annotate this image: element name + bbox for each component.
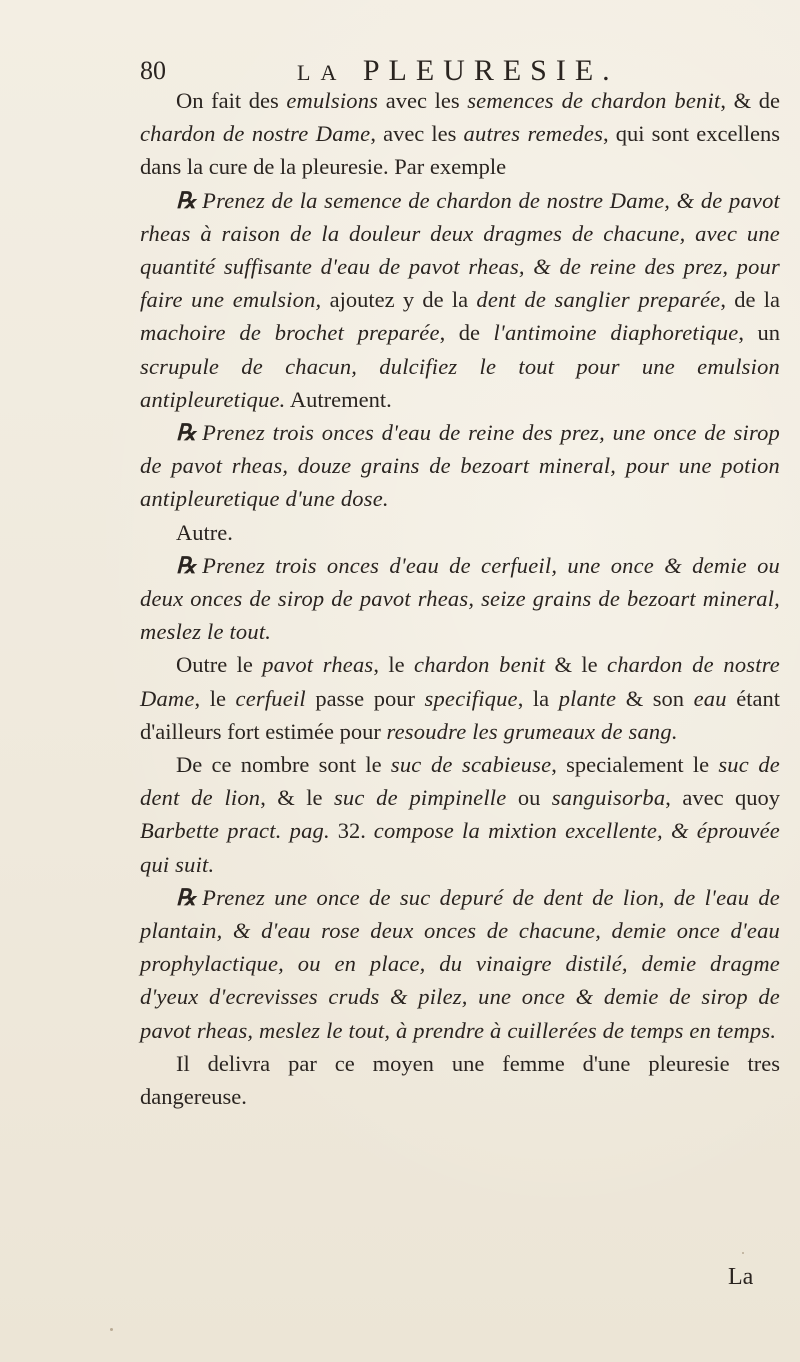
italic-text: autres remedes [463,121,604,147]
italic-text: specifique [424,685,518,711]
italic-text: dent de sanglier preparée [476,287,721,313]
paragraph-p5 [140,549,780,649]
running-title-word: PLEURESIE. [362,54,619,87]
italic-text: Prenez trois onces d'eau de cerfueil, une once & demie ou deux onces de sirop de pavot rheas, seize grains de bezoart mineral, meslez le tout. [140,552,780,645]
catchword: La [728,1264,754,1290]
paper-speck [110,1328,113,1331]
recipe-symbol: ℞ [176,884,197,910]
running-title-article: LA [297,60,347,85]
roman-text: ou [506,785,552,811]
italic-text: cerfueil [235,685,306,711]
roman-text: ajoutez y de la [321,287,477,313]
italic-text: suc de scabieuse [390,752,552,778]
recipe-symbol: ℞ [176,420,197,446]
italic-text: sanguisorba [551,785,666,811]
paragraph-p1 [140,84,780,184]
italic-text: scrupule de chacun, dulcifiez le tout pour une emulsion antipleuretique. [140,353,780,412]
italic-text: Prenez de la semence de chardon de nostre Dame, & de pavot rheas à raison de la douleur deux dragmes de chacune, avec une quantité suffisante d'eau de pavot rheas, & de reine des prez, pour faire une emulsion, [140,187,780,313]
italic-text: eau [693,685,727,711]
italic-text: compose la mixtion excellente, & éprouvée qui suit. [140,818,780,877]
roman-text: avec les [378,88,468,113]
italic-text: machoire de brochet preparée [140,320,440,346]
roman-text: , qui sont excellens dans la cure de la pleuresie. Par exemple [140,121,780,180]
roman-text: , avec quoy [665,785,780,811]
roman-text: Il delivra par ce moyen une femme d'une pleuresie tres dangereuse. [140,1050,780,1110]
italic-text: chardon de nostre Dame [140,652,780,711]
recipe-symbol: ℞ [176,187,197,213]
roman-text: , & le [260,785,334,811]
roman-text: On fait des [176,88,287,113]
paper-speck [742,1252,744,1254]
paragraph-p9 [140,1047,780,1113]
roman-text: , la [517,685,559,711]
roman-text: Outre le [176,652,263,678]
italic-text: plante [558,685,617,711]
italic-text: emulsions [286,88,379,113]
italic-text: chardon de nostre Dame [140,121,371,147]
paragraph-p3 [140,416,780,516]
paragraph-p8 [140,881,780,1047]
italic-text: chardon benit [414,652,546,678]
paragraph-p6 [140,648,780,748]
paragraph-p7 [140,748,780,881]
recipe-symbol: ℞ [176,552,197,578]
roman-text: , specialement le [551,752,719,778]
roman-text: , de [439,320,494,346]
roman-text: , & de [720,88,780,113]
italic-text: Prenez une once de suc depuré de dent de lion, de l'eau de plantain, & d'eau rose deux onces de chacune, demie once d'eau prophylactique, ou en place, du vinaigre distilé, demie dragme d'yeux d'ecrevisses cruds & pilez, une once & demie de sirop de pavot rheas, meslez le tout, à prendre à cuillerées de temps en temps. [140,884,780,1043]
paragraph-p4 [140,516,780,549]
body-text [140,84,780,1113]
page-number: 80 [140,56,166,85]
italic-text: suc de dent de lion [140,752,780,811]
italic-text: pavot rheas [262,652,374,678]
roman-text: Autrement. [285,386,392,412]
roman-text: passe pour [305,685,425,711]
paragraph-p2 [140,184,780,416]
italic-text: Barbette pract. pag. [140,818,330,844]
roman-text: , le [194,685,236,711]
roman-text: , le [373,652,415,678]
roman-text: , de la [720,287,780,313]
italic-text: semences de chardon benit [467,88,721,113]
italic-text: suc de pimpinelle [333,785,507,811]
roman-text: 32. [329,818,374,844]
roman-text: Autre. [176,519,233,545]
roman-text: , un [738,320,780,346]
roman-text: étant d'ailleurs fort estimée pour [140,685,780,744]
roman-text: , avec les [370,121,464,147]
roman-text: & le [545,652,608,678]
roman-text: & son [616,685,694,711]
italic-text: l'antimoine diaphoretique [493,320,739,346]
italic-text: resoudre les grumeaux de sang. [386,718,678,744]
roman-text: De ce nombre sont le [176,752,391,778]
running-title [297,54,619,88]
italic-text: Prenez trois onces d'eau de reine des prez, une once de sirop de pavot rheas, douze grains de bezoart mineral, pour une potion antipleuretique d'une dose. [140,420,780,512]
